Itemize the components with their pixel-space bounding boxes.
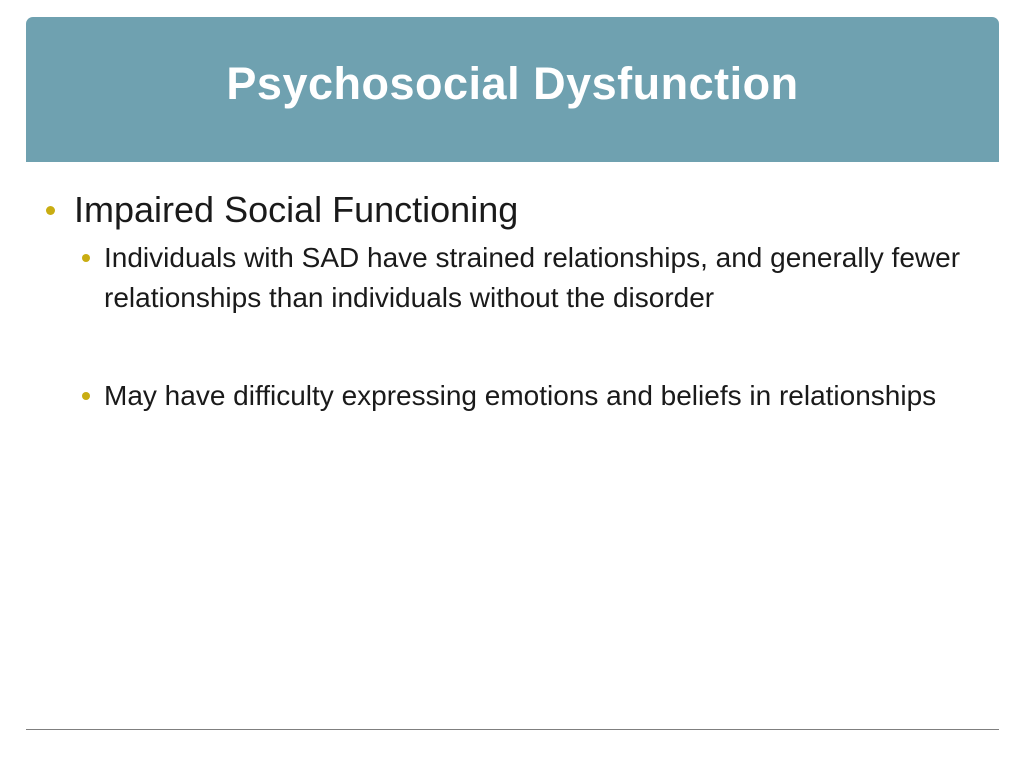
bullet-item [46,188,986,232]
sub-bullet-text: May have difficulty expressing emotions and beliefs in relationships [104,380,937,411]
sub-bullet-text: Individuals with SAD have strained relationships, and generally fewer relationships than individuals without the disorder [104,242,961,313]
bullet-dot-icon [82,254,90,262]
title-bar [26,17,999,162]
sub-bullet-list [82,238,986,416]
bullet-dot-icon [46,206,55,215]
footer-divider [26,729,999,730]
bullet-dot-icon [82,392,90,400]
slide-title: Psychosocial Dysfunction [226,57,799,109]
sub-bullet-item [82,376,986,416]
bullet-text: Impaired Social Functioning [74,189,519,230]
sub-bullet-item [82,238,986,318]
slide-content [46,188,986,416]
